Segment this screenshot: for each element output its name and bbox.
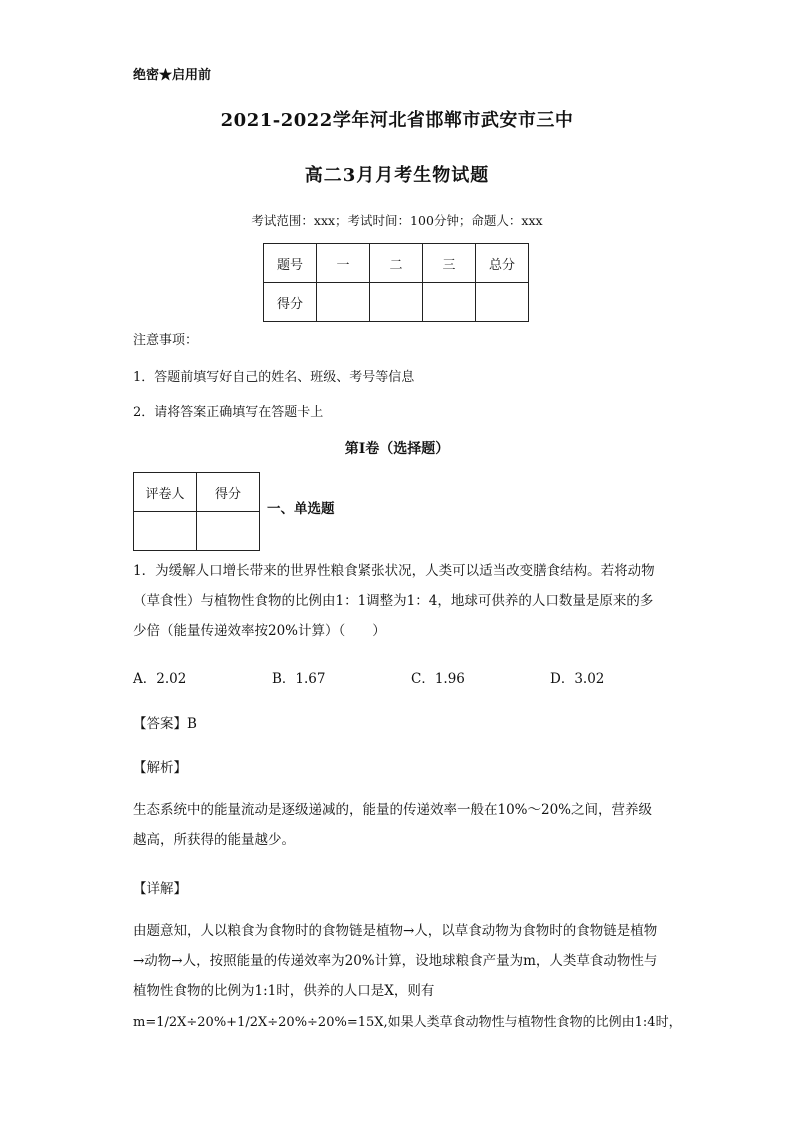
notes-item-2: 2．请将答案正确填写在答题卡上: [133, 405, 324, 420]
grader-table-cell: 得分: [197, 473, 260, 512]
question-options: [133, 667, 693, 687]
grader-table-score-row: [134, 512, 260, 551]
score-table-score-row: [264, 283, 529, 322]
option-a: A．2.02: [133, 671, 187, 687]
exam-subtitle: 高二3月月考生物试题: [304, 165, 490, 186]
score-table-cell: 一: [317, 244, 370, 283]
analysis-label: 【解析】: [133, 760, 187, 776]
exam-info: 考试范围：xxx；考试时间：100分钟；命题人：xxx: [251, 213, 543, 228]
score-table-cell: 总分: [476, 244, 529, 283]
score-table-cell: 题号: [264, 244, 317, 283]
notes-heading: 注意事项：: [133, 333, 199, 348]
score-table-cell: 三: [423, 244, 476, 283]
grader-table-header-row: [134, 473, 260, 512]
option-d: D．3.02: [550, 671, 605, 687]
analysis-text: 生态系统中的能量流动是逐级递减的，能量的传递效率一般在10%～20%之间，营养级越高，所获得的能量越少。: [133, 802, 653, 848]
detail-formula-line: m=1/2X÷20%+1/2X÷20%÷20%=15X,如果人类草食动物性与植物性食物的比例由1:4时，: [133, 1015, 682, 1030]
grader-table-cell: [134, 512, 197, 551]
question-stem: 1．为缓解人口增长带来的世界性粮食紧张状况，人类可以适当改变膳食结构。若将动物（草食性）与植物性食物的比例由1：1调整为1：4，地球可供养的人口数量是原来的多少倍（能量传递效率按20%计算）（ ）: [133, 563, 655, 639]
score-table-header-row: [264, 244, 529, 283]
secret-label: 绝密★启用前: [133, 68, 212, 83]
score-table-cell: [423, 283, 476, 322]
score-table-cell: [317, 283, 370, 322]
option-c: C．1.96: [411, 671, 465, 687]
answer-label: 【答案】B: [133, 716, 197, 732]
score-table-cell: [476, 283, 529, 322]
exam-title: 2021-2022学年河北省邯郸市武安市三中: [220, 110, 574, 131]
section-title: 第I卷（选择题）: [344, 441, 450, 457]
detail-label: 【详解】: [133, 881, 187, 897]
score-table-cell: 二: [370, 244, 423, 283]
question-type-heading: 一、单选题: [267, 501, 335, 517]
notes-item-1: 1．答题前填写好自己的姓名、班级、考号等信息: [133, 370, 415, 385]
grader-table: [133, 472, 260, 551]
detail-text: 由题意知，人以粮食为食物时的食物链是植物→人，以草食动物为食物时的食物链是植物→动物→人，按照能量的传递效率为20%计算，设地球粮食产量为m，人类草食动物性与植物性食物的比例为1:1时，供养的人口是X，则有: [133, 923, 658, 999]
score-table-cell: 得分: [264, 283, 317, 322]
grader-table-cell: 评卷人: [134, 473, 197, 512]
score-table: [263, 243, 529, 322]
score-table-cell: [370, 283, 423, 322]
grader-table-cell: [197, 512, 260, 551]
option-b: B．1.67: [272, 671, 326, 687]
